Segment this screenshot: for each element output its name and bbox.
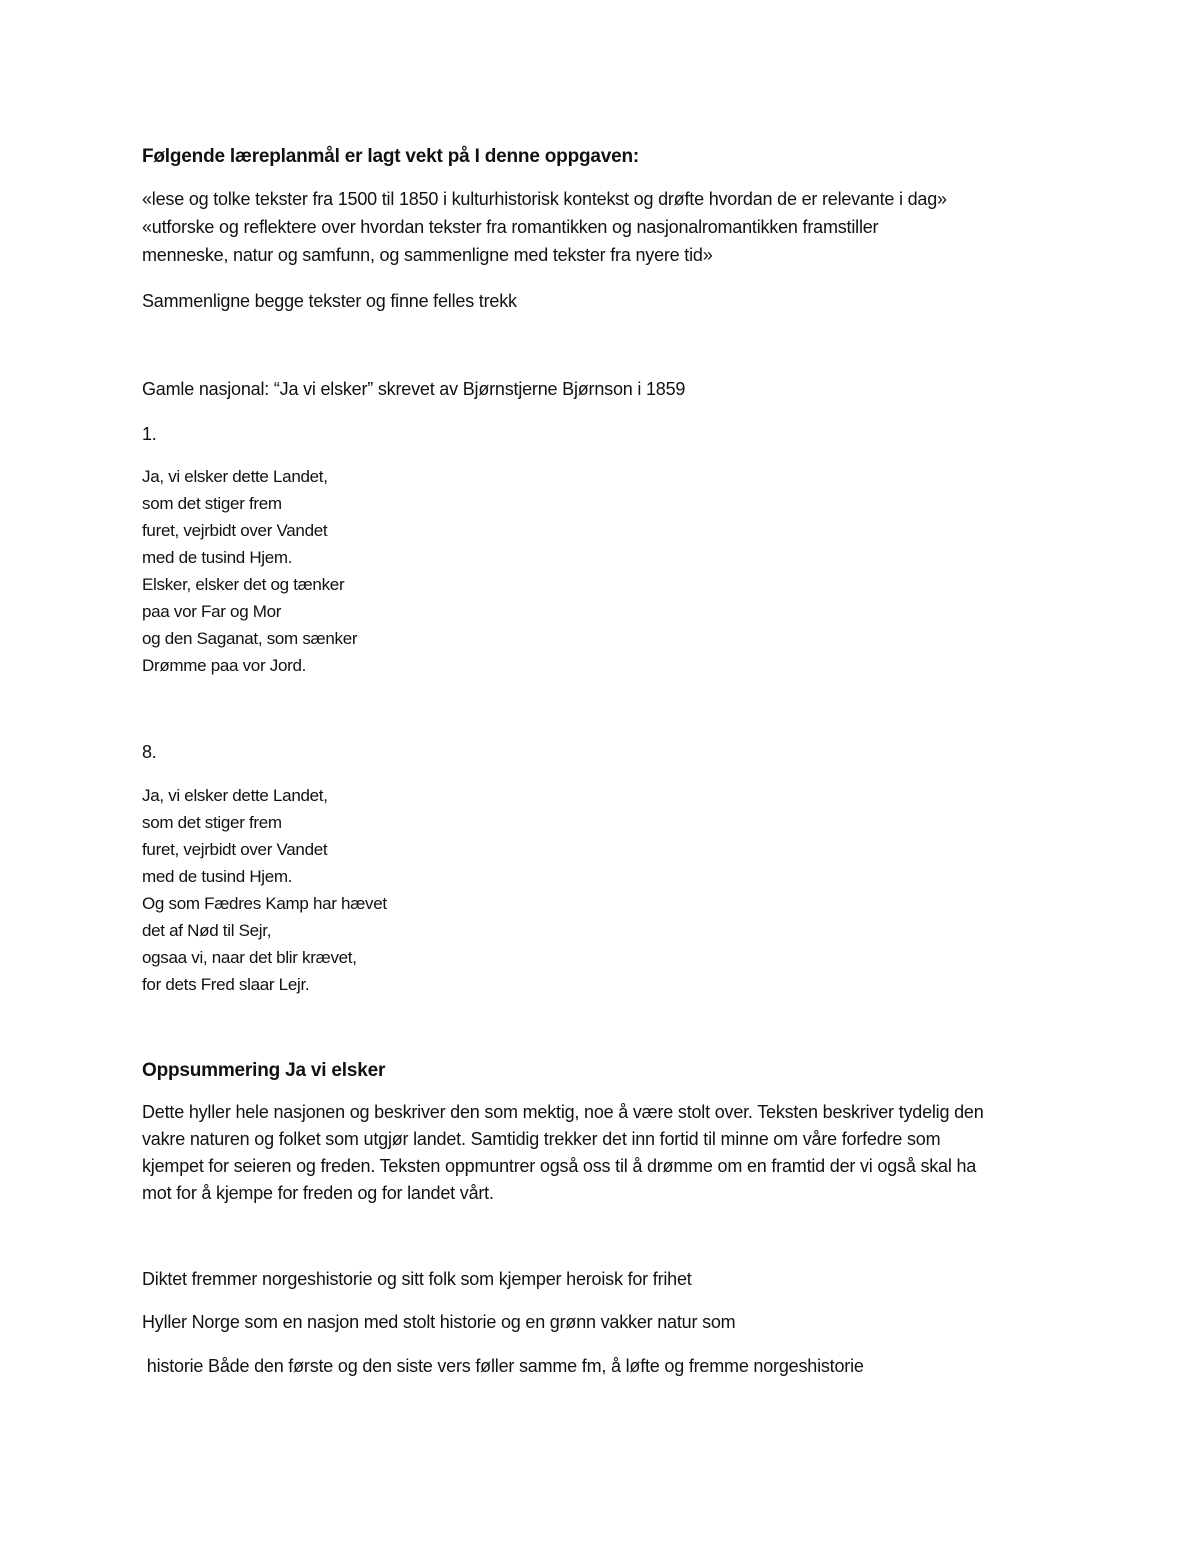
verse1-line: og den Saganat, som sænker <box>142 629 358 648</box>
note-line-3: historie Både den første og den siste vers føller samme fm, å løfte og fremme norgeshistorie <box>142 1356 864 1376</box>
summary-line-2: vakre naturen og folket som utgjør landet. Samtidig trekker det inn fortid til minne om våre forfedre som <box>142 1129 941 1149</box>
note-line-2: Hyller Norge som en nasjon med stolt historie og en grønn vakker natur som <box>142 1312 736 1332</box>
verse8-line: for dets Fred slaar Lejr. <box>142 975 310 994</box>
goals-heading: Følgende læreplanmål er lagt vekt på I denne oppgaven: <box>142 146 640 167</box>
verse1-line: Drømme paa vor Jord. <box>142 656 307 675</box>
anthem-intro: Gamle nasjonal: “Ja vi elsker” skrevet av Bjørnstjerne Bjørnson i 1859 <box>142 379 686 399</box>
verse1-line: Ja, vi elsker dette Landet, <box>142 467 328 486</box>
verse1-line: furet, vejrbidt over Vandet <box>142 521 328 540</box>
verse1-line: med de tusind Hjem. <box>142 548 293 567</box>
verse1-line: Elsker, elsker det og tænker <box>142 575 345 594</box>
verse8-line: det af Nød til Sejr, <box>142 921 272 940</box>
verse1-line: paa vor Far og Mor <box>142 602 282 621</box>
verse8-line: Og som Fædres Kamp har hævet <box>142 894 387 913</box>
verse8-line: med de tusind Hjem. <box>142 867 293 886</box>
summary-heading: Oppsummering Ja vi elsker <box>142 1060 386 1081</box>
goal-line-3: menneske, natur og samfunn, og sammenligne med tekster fra nyere tid» <box>142 245 713 265</box>
verse8-line: som det stiger frem <box>142 813 282 832</box>
goal-line-1: «lese og tolke tekster fra 1500 til 1850 i kulturhistorisk kontekst og drøfte hvordan de er relevante i dag» <box>142 189 947 209</box>
verse-number-1: 1. <box>142 424 157 444</box>
summary-line-4: mot for å kjempe for freden og for landet vårt. <box>142 1183 494 1203</box>
verse8-line: Ja, vi elsker dette Landet, <box>142 786 328 805</box>
verse8-line: ogsaa vi, naar det blir krævet, <box>142 948 357 967</box>
verse8-line: furet, vejrbidt over Vandet <box>142 840 328 859</box>
verse1-line: som det stiger frem <box>142 494 282 513</box>
verse-number-8: 8. <box>142 742 157 762</box>
summary-line-3: kjempet for seieren og freden. Teksten oppmuntrer også oss til å drømme om en framtid der vi også skal ha <box>142 1156 977 1176</box>
goal-line-2: «utforske og reflektere over hvordan tekster fra romantikken og nasjonalromantikken framstiller <box>142 217 879 237</box>
summary-line-1: Dette hyller hele nasjonen og beskriver den som mektig, noe å være stolt over. Teksten beskriver tydelig den <box>142 1102 984 1122</box>
note-line-1: Diktet fremmer norgeshistorie og sitt folk som kjemper heroisk for frihet <box>142 1269 692 1289</box>
task-text: Sammenligne begge tekster og finne felles trekk <box>142 291 517 311</box>
